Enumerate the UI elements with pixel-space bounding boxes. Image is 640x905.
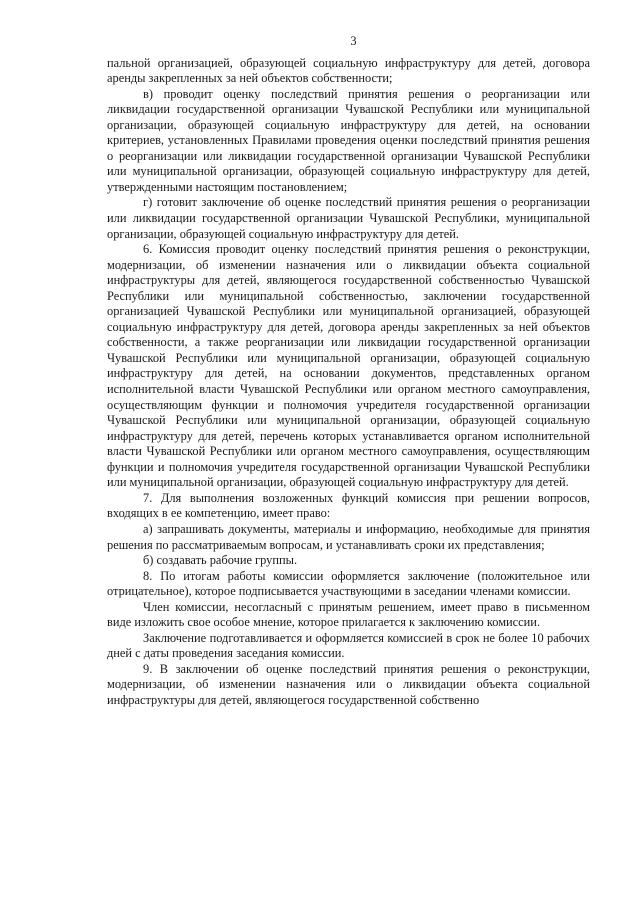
paragraph-7: 7. Для выполнения возложенных функций комиссия при решении вопросов, входящих в ее компетенцию, имеет право: xyxy=(107,490,590,521)
paragraph-6: 6. Комиссия проводит оценку последствий принятия решения о реконструкции, модернизации, об изменении назначения или о ликвидации объекта социальной инфраструктуры для детей, являющегося государственной собственностью Чувашской Республики или муниципальной собственностью, заключении государственной организацией Чувашской Республики или муниципальной организацией, образующей социальную инфраструктуру для детей, договора аренды закрепленных за ней объектов собственности, а также реорганизации или ликвидации государственной организации Чувашской Республики или муниципальной организации, образующей социальную инфраструктуру для детей, на основании документов, представленных органом исполнительной власти Чувашской Республики или органом местного самоуправления, осуществляющим функции и полномочия учредителя государственной организации Чувашской Республики или муниципальной организации, образующей социальную инфраструктуру для детей, перечень которых устанавливается органом исполнительной власти Чувашской Республики или органом местного самоуправления, осуществляющим функции и полномочия учредителя государственной организации Чувашской Республики или муниципальной организации, образующей социальную инфраструктуру для детей. xyxy=(107,242,590,490)
paragraph-8-deadline: Заключение подготавливается и оформляется комиссией в срок не более 10 рабочих дней с даты проведения заседания комиссии. xyxy=(107,630,590,661)
page-number: 3 xyxy=(350,34,357,48)
paragraph-item-v: в) проводит оценку последствий принятия решения о реорганизации или ликвидации государственной организации Чувашской Республики или муниципальной организации, образующей социальную инфраструктуру для детей, на основании критериев, установленных Правилами проведения оценки последствий принятия решения о реорганизации или ликвидации государственной организации Чувашской Республики или муниципальной организации, образующей социальную инфраструктуру для детей, утвержденными настоящим постановлением; xyxy=(107,86,590,194)
paragraph-item-g: г) готовит заключение об оценке последствий принятия решения о реорганизации или ликвидации государственной организации Чувашской Республики, муниципальной организации, образующей социальную инфраструктуру для детей. xyxy=(107,195,590,241)
paragraph-8: 8. По итогам работы комиссии оформляется заключение (положительное или отрицательное), которое подписывается участвующими в заседании членами комиссии. xyxy=(107,568,590,599)
paragraph-7a: а) запрашивать документы, материалы и информацию, необходимые для принятия решения по рассматриваемым вопросам, и устанавливать сроки их представления; xyxy=(107,521,590,552)
paragraph-7b: б) создавать рабочие группы. xyxy=(143,553,298,568)
paragraph-8-dissent: Член комиссии, несогласный с принятым решением, имеет право в письменном виде изложить свое особое мнение, которое прилагается к заключению комиссии. xyxy=(107,599,590,630)
paragraph-continuation: пальной организацией, образующей социальную инфраструктуру для детей, договора аренды закрепленных за ней объектов собственности; xyxy=(107,55,590,86)
paragraph-9: 9. В заключении об оценке последствий принятия решения о реконструкции, модернизации, об изменении назначения или о ликвидации объекта социальной инфраструктуры для детей, являющегося государственной собственно xyxy=(107,661,590,707)
